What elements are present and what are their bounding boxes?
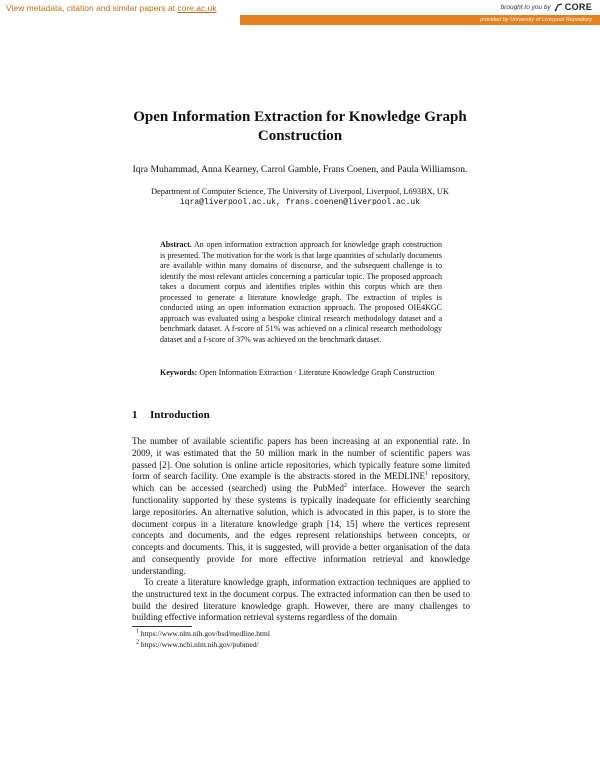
brought-text: brought to you by: [500, 3, 551, 11]
footnote-item: [132, 629, 270, 640]
keywords-text: Open Information Extraction · Literature Knowledge Graph Construction: [199, 368, 435, 377]
section-number: 1: [132, 409, 138, 421]
intro-paragraph-1: [132, 436, 470, 578]
abstract-text: An open information extraction approach for knowledge graph construction is presented. The motivation for the work is that large quantities of scholarly documents are available within many domains of discourse, and the subsequent challenge is to identify the most relevant articles concerning a particular topic. The proposed approach takes a document corpus and identifies triples within this corpus which are then processed to generate a literature knowledge graph. The extraction of triples is conducted using an open information extraction approach. The proposed OIE4KGC approach was evaluated using a bespoke clinical research methodology dataset and a benchmark dataset. A f-score of 51% was achieved on a clinical research methodology dataset and a f-score of 37% was achieved on the benchmark dataset.: [160, 240, 442, 344]
core-logo[interactable]: [554, 2, 592, 12]
footnotes: [132, 629, 270, 650]
core-banner: [0, 0, 600, 28]
affiliation-block: [100, 186, 500, 208]
keywords-label: Keywords:: [160, 368, 198, 377]
affiliation: Department of Computer Science, The University of Liverpool, Liverpool, L693BX, UK: [150, 187, 450, 196]
footnote-item: [132, 640, 270, 651]
core-logo-text: CORE: [564, 2, 592, 12]
footnote-url[interactable]: https://www.nlm.nih.gov/bsd/medline.html: [140, 629, 270, 638]
para1-part-b: repository, which can be accessed (searched) using the PubMed: [132, 471, 470, 494]
brought-to-you[interactable]: [501, 2, 592, 12]
section-heading: [132, 409, 210, 421]
footnote-mark: 1: [136, 628, 139, 635]
footnote-mark: 2: [136, 639, 139, 645]
section-title: Introduction: [150, 409, 210, 421]
title-line-1: Open Information Extraction for Knowledge Graph: [133, 109, 467, 125]
para1-part-c: interface. However the search functionality supported by these systems is typically inadequate for efficiently searching large repositories. An alternative solution, which is advocated in this paper, is to store the document corpus in a literature knowledge graph [14, 15] where the vertices represent concepts and documents, and the edges represent relationships between concepts, or concepts and documents. This, it is suggested, will provide a better organisation of the data and consequently provide for more effective information retrieval and knowledge understanding.: [132, 483, 470, 576]
footnote-ref-2[interactable]: 2: [343, 483, 347, 490]
title-line-2: Construction: [257, 128, 343, 144]
paper-title: [132, 108, 468, 146]
author-emails: iqra@liverpool.ac.uk, frans.coenen@liverpool.ac.uk: [179, 198, 421, 207]
footnote-ref-1[interactable]: 1: [425, 471, 429, 478]
keywords: [160, 368, 442, 379]
footnote-url[interactable]: https://www.ncbi.nlm.nih.gov/pubmed/: [140, 639, 259, 649]
core-link-text: View metadata, citation and similar papers at: [6, 3, 175, 13]
core-link-anchor[interactable]: core.ac.uk: [177, 3, 217, 13]
footnote-divider: [132, 626, 192, 627]
core-logo-icon: [554, 3, 563, 12]
para1-part-a: The number of available scientific papers has been increasing at an exponential rate. In 2009, it was estimated that the 50 million mark in the number of scientific papers was passed [2]. One solution is online article repositories, which typically feature some limited form of search facility. One example is the abstracts stored in the MEDLINE: [132, 436, 470, 482]
provided-text: provided by University of Liverpool Repository: [480, 17, 592, 23]
abstract: [160, 240, 442, 345]
intro-paragraph-2: To create a literature knowledge graph, information extraction techniques are applied to the unstructured text in the document corpus. The extracted information can then be used to build the desired literature knowledge graph. However, there are many challenges to building effective information retrieval systems regardless of the domain: [132, 577, 470, 623]
abstract-label: Abstract.: [160, 240, 192, 249]
core-metadata-link[interactable]: [6, 3, 217, 13]
authors: Iqra Muhammad, Anna Kearney, Carrol Gamble, Frans Coenen, and Paula Williamson.: [132, 164, 468, 175]
provided-by-bar[interactable]: [240, 15, 600, 25]
